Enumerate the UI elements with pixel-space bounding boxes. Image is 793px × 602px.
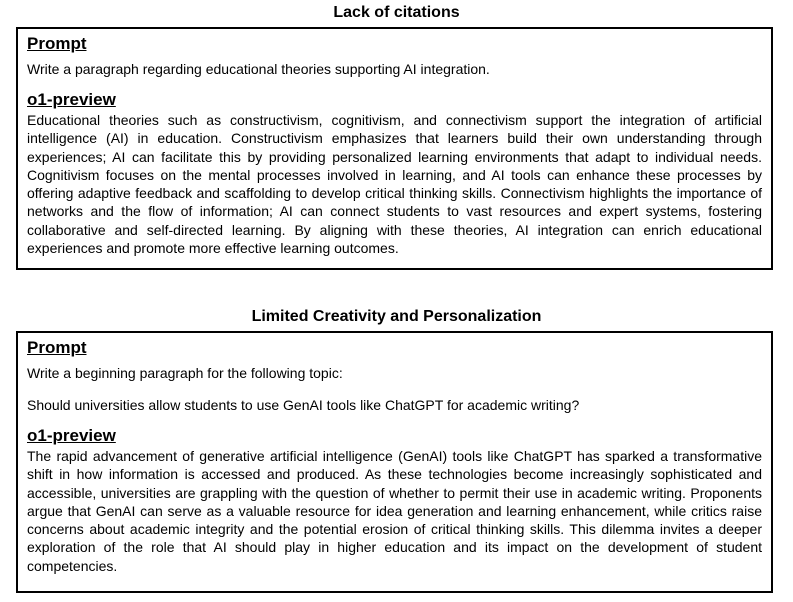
prompt-question-text: Should universities allow students to use GenAI tools like ChatGPT for academic writing? (27, 397, 580, 413)
response-text: The rapid advancement of generative artificial intelligence (GenAI) tools like ChatGPT has sparked a transformative shift in how information is accessed and produced. As these technologies become increasingly sophisticated and accessible, universities are grappling with the question of whether to permit their use in academic writing. Proponents argue that GenAI can serve as a valuable resource for idea generation and learning enhancement, while critics raise concerns about academic integrity and the potential erosion of critical thinking skills. This dilemma invites a deeper exploration of the role that AI should play in higher education and its impact on the development of student competencies. (27, 448, 762, 574)
response-label: o1-preview (27, 426, 116, 445)
prompt-text: Write a paragraph regarding educational theories supporting AI integration. (27, 61, 490, 77)
prompt-label: Prompt (27, 338, 87, 357)
section-title-lack-of-citations: Lack of citations (333, 4, 460, 21)
prompt-text: Write a beginning paragraph for the following topic: (27, 365, 343, 381)
example-box-limited-creativity (16, 331, 773, 593)
response-label: o1-preview (27, 90, 116, 109)
response-text: Educational theories such as constructivism, cognitivism, and connectivism support the integration of artificial intelligence (AI) in education. Constructivism emphasizes that learners build their own understanding through experiences; AI can facilitate this by providing personalized learning environments that adapt to individual needs. Cognitivism focuses on the mental processes involved in learning, and AI tools can enhance these processes by offering adaptive feedback and scaffolding to develop critical thinking skills. Connectivism highlights the importance of networks and the flow of information; AI can connect students to vast resources and expert systems, fostering collaborative and self-directed learning. By aligning with these theories, AI integration can enrich educational experiences and promote more effective learning outcomes. (27, 112, 762, 257)
example-box-lack-of-citations (16, 27, 773, 270)
prompt-label: Prompt (27, 34, 87, 53)
section-title-limited-creativity: Limited Creativity and Personalization (251, 308, 542, 325)
